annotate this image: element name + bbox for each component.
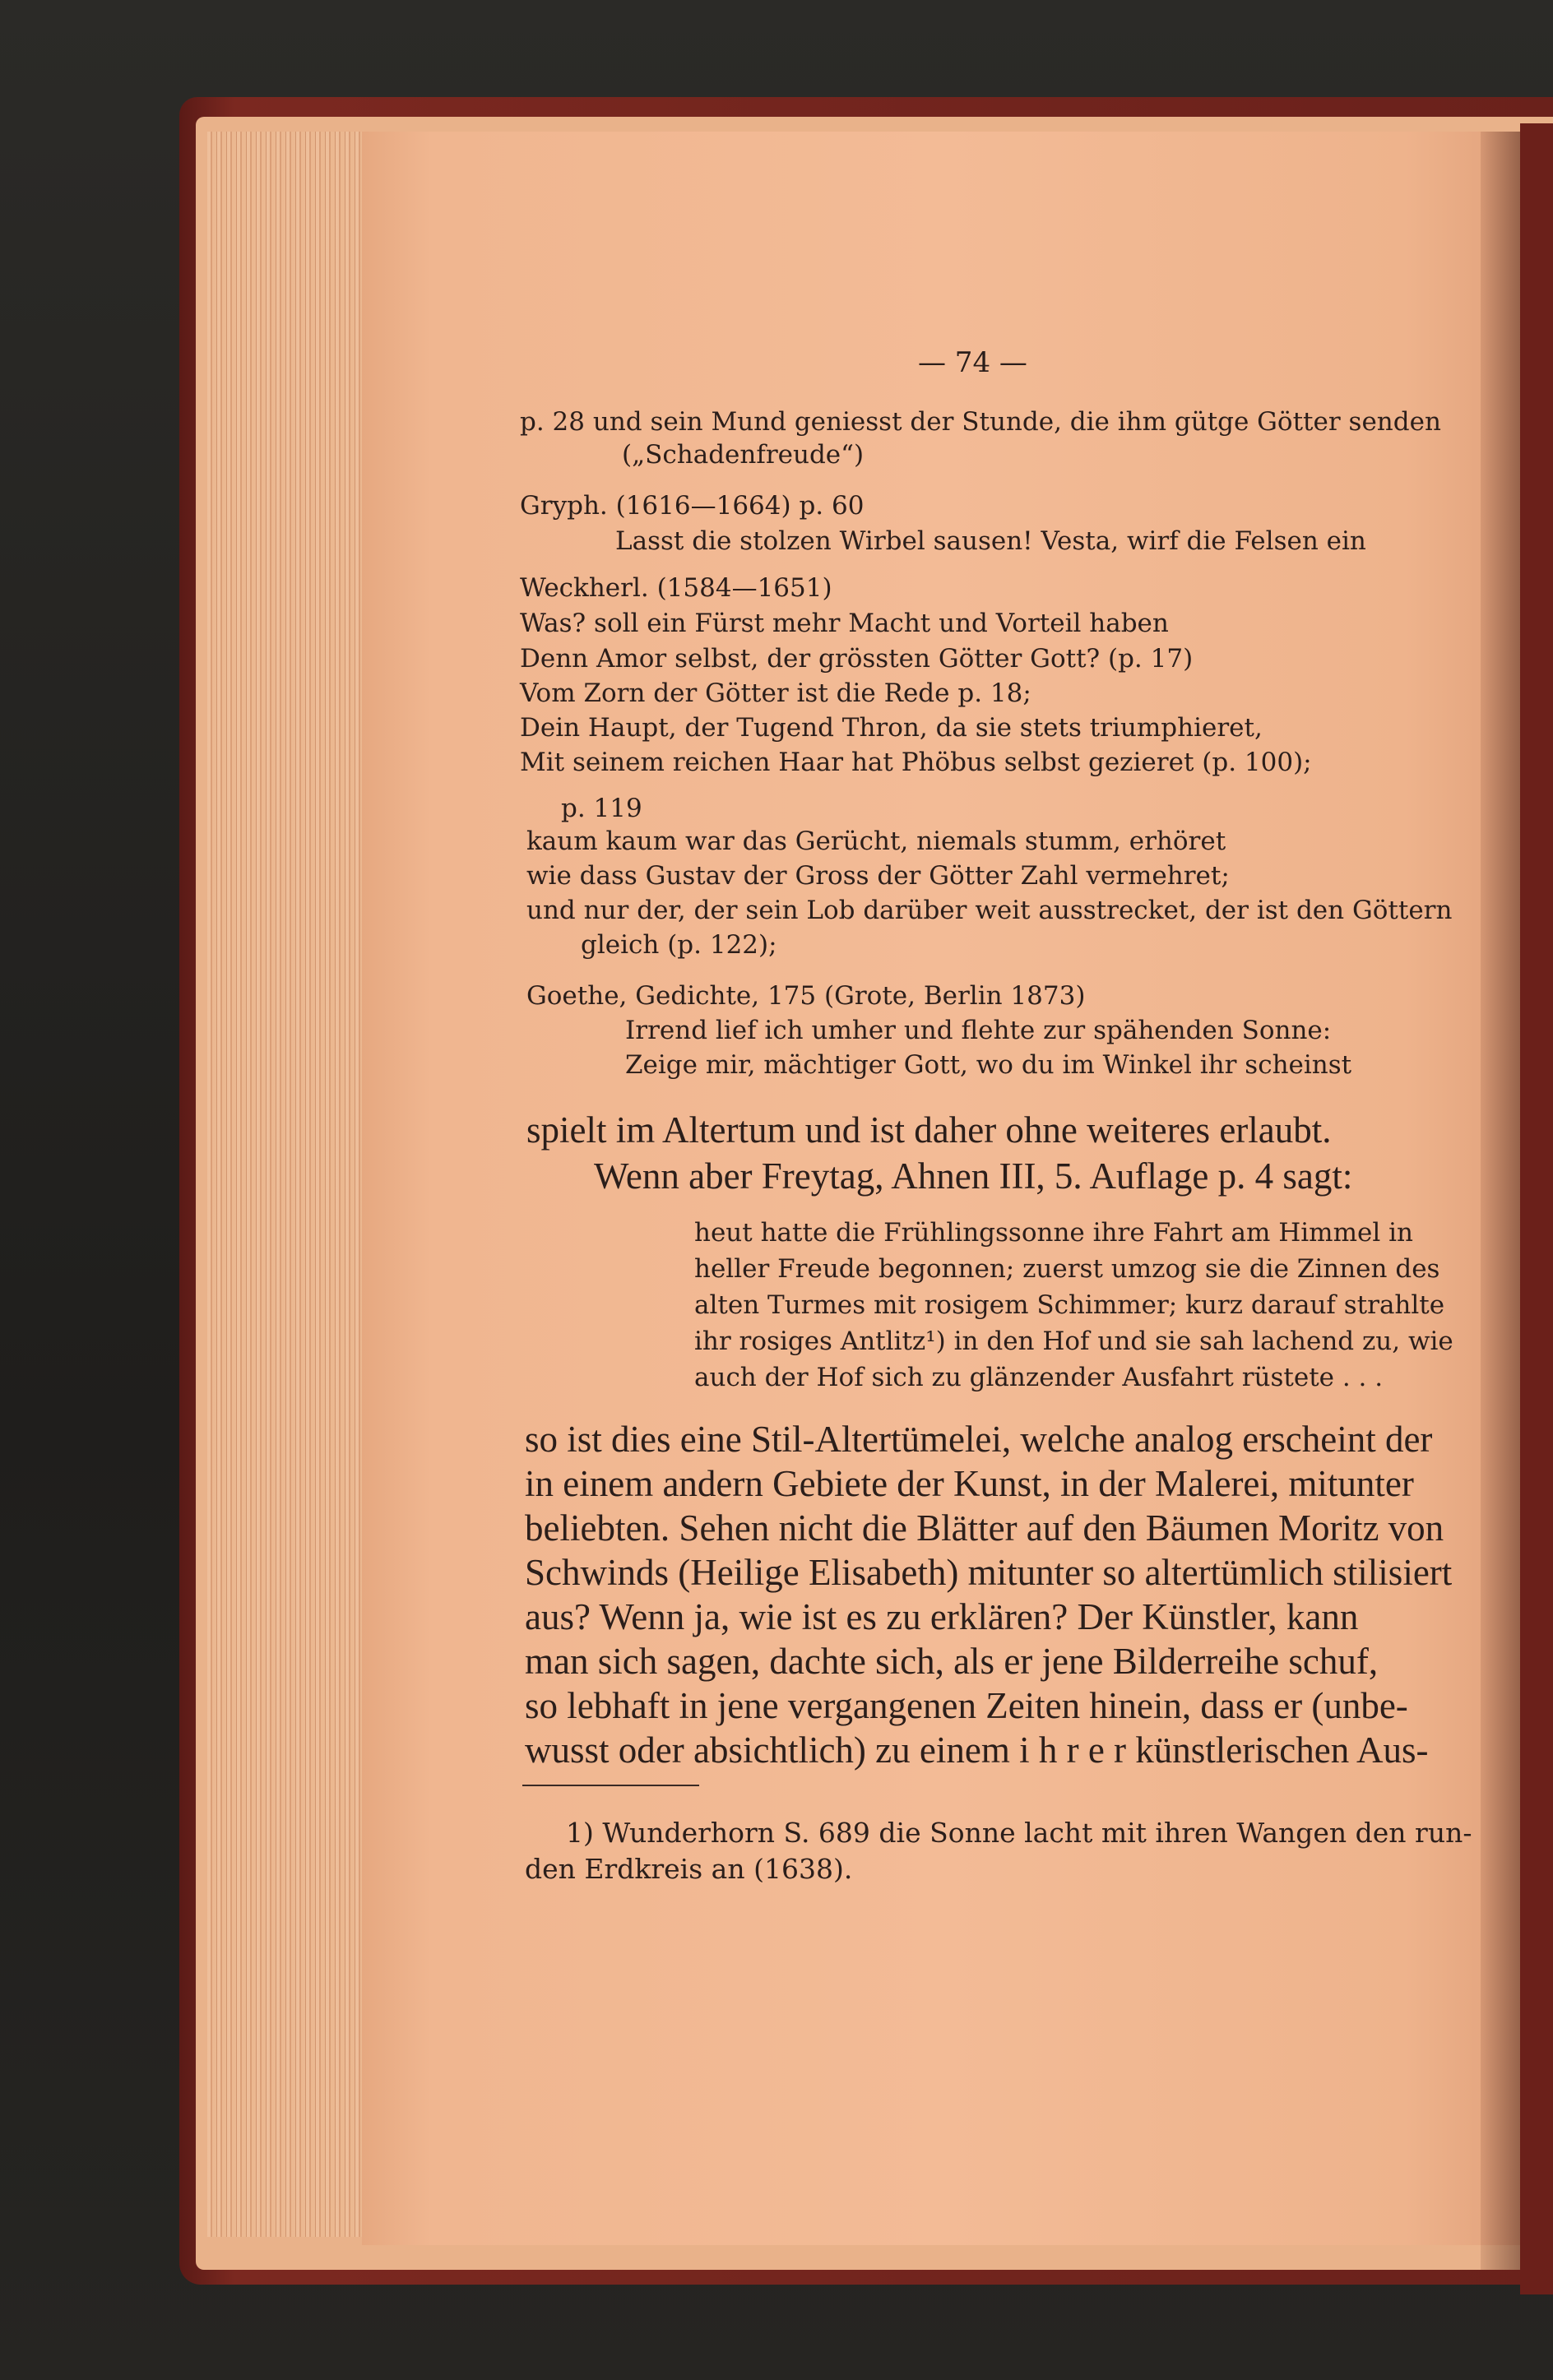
quote-line: p. 28 und sein Mund geniesst der Stunde, die ihm gütge Götter senden (520, 407, 1441, 437)
quote-line: Was? soll ein Fürst mehr Macht und Vorteil haben (520, 609, 1169, 638)
quote-line: Zeige mir, mächtiger Gott, wo du im Winkel ihr scheinst (625, 1050, 1352, 1080)
quote-line: gleich (p. 122); (581, 930, 777, 960)
footnote-line: den Erdkreis an (1638). (525, 1853, 853, 1885)
quote-source: p. 119 (561, 794, 642, 823)
quote-source: Gryph. (1616—1664) p. 60 (520, 491, 865, 521)
body-line: Wenn aber Freytag, Ahnen III, 5. Auflage p. 4 sagt: (594, 1155, 1353, 1197)
quote-source: Goethe, Gedichte, 175 (Grote, Berlin 1873) (526, 981, 1086, 1011)
quote-line: Mit seinem reichen Haar hat Phöbus selbst gezieret (p. 100); (520, 748, 1312, 777)
body-line: so ist dies eine Stil-Altertümelei, welche analog erscheint der (525, 1419, 1433, 1460)
quote-line: wie dass Gustav der Gross der Götter Zahl vermehret; (526, 861, 1230, 891)
block-quote-line: heut hatte die Frühlingssonne ihre Fahrt am Himmel in (694, 1218, 1413, 1248)
body-line: so lebhaft in jene vergangenen Zeiten hinein, dass er (unbe- (525, 1685, 1408, 1726)
block-quote-line: auch der Hof sich zu glänzender Ausfahrt rüstete . . . (694, 1363, 1384, 1392)
quote-line: Denn Amor selbst, der grössten Götter Gott? (p. 17) (520, 644, 1194, 674)
quote-line: („Schadenfreude“) (622, 440, 865, 470)
quote-line: Vom Zorn der Götter ist die Rede p. 18; (520, 678, 1031, 708)
footnote-rule (522, 1785, 699, 1786)
quote-source: Weckherl. (1584—1651) (520, 573, 832, 603)
body-line: aus? Wenn ja, wie ist es zu erklären? Der Künstler, kann (525, 1596, 1359, 1637)
block-quote-line: ihr rosiges Antlitz¹) in den Hof und sie sah lachend zu, wie (694, 1327, 1453, 1356)
body-line: in einem andern Gebiete der Kunst, in der Malerei, mitunter (525, 1463, 1414, 1504)
body-line: man sich sagen, dachte sich, als er jene Bilderreihe schuf, (525, 1641, 1379, 1682)
block-quote-line: alten Turmes mit rosigem Schimmer; kurz darauf strahlte (694, 1290, 1445, 1320)
quote-line: Lasst die stolzen Wirbel sausen! Vesta, wirf die Felsen ein (615, 526, 1366, 556)
body-line: Schwinds (Heilige Elisabeth) mitunter so altertümlich stilisiert (525, 1552, 1453, 1593)
quote-line: Dein Haupt, der Tugend Thron, da sie stets triumphieret, (520, 713, 1263, 743)
body-line: spielt im Altertum und ist daher ohne weiteres erlaubt. (526, 1109, 1332, 1151)
page-edges (207, 132, 372, 2237)
body-line: wusst oder absichtlich) zu einem i h r e r künstlerischen Aus- (525, 1729, 1429, 1771)
block-quote-line: heller Freude begonnen; zuerst umzog sie die Zinnen des (694, 1254, 1440, 1284)
footnote-line: 1) Wunderhorn S. 689 die Sonne lacht mit ihren Wangen den run- (566, 1817, 1472, 1849)
page-number: — 74 — (918, 346, 1027, 379)
quote-line: und nur der, der sein Lob darüber weit ausstrecket, der ist den Göttern (526, 896, 1453, 925)
right-cover-edge (1520, 123, 1553, 2294)
quote-line: Irrend lief ich umher und flehte zur spähenden Sonne: (625, 1016, 1332, 1045)
body-line: beliebten. Sehen nicht die Blätter auf den Bäumen Moritz von (525, 1507, 1444, 1549)
quote-line: kaum kaum war das Gerücht, niemals stumm, erhöret (526, 827, 1226, 856)
